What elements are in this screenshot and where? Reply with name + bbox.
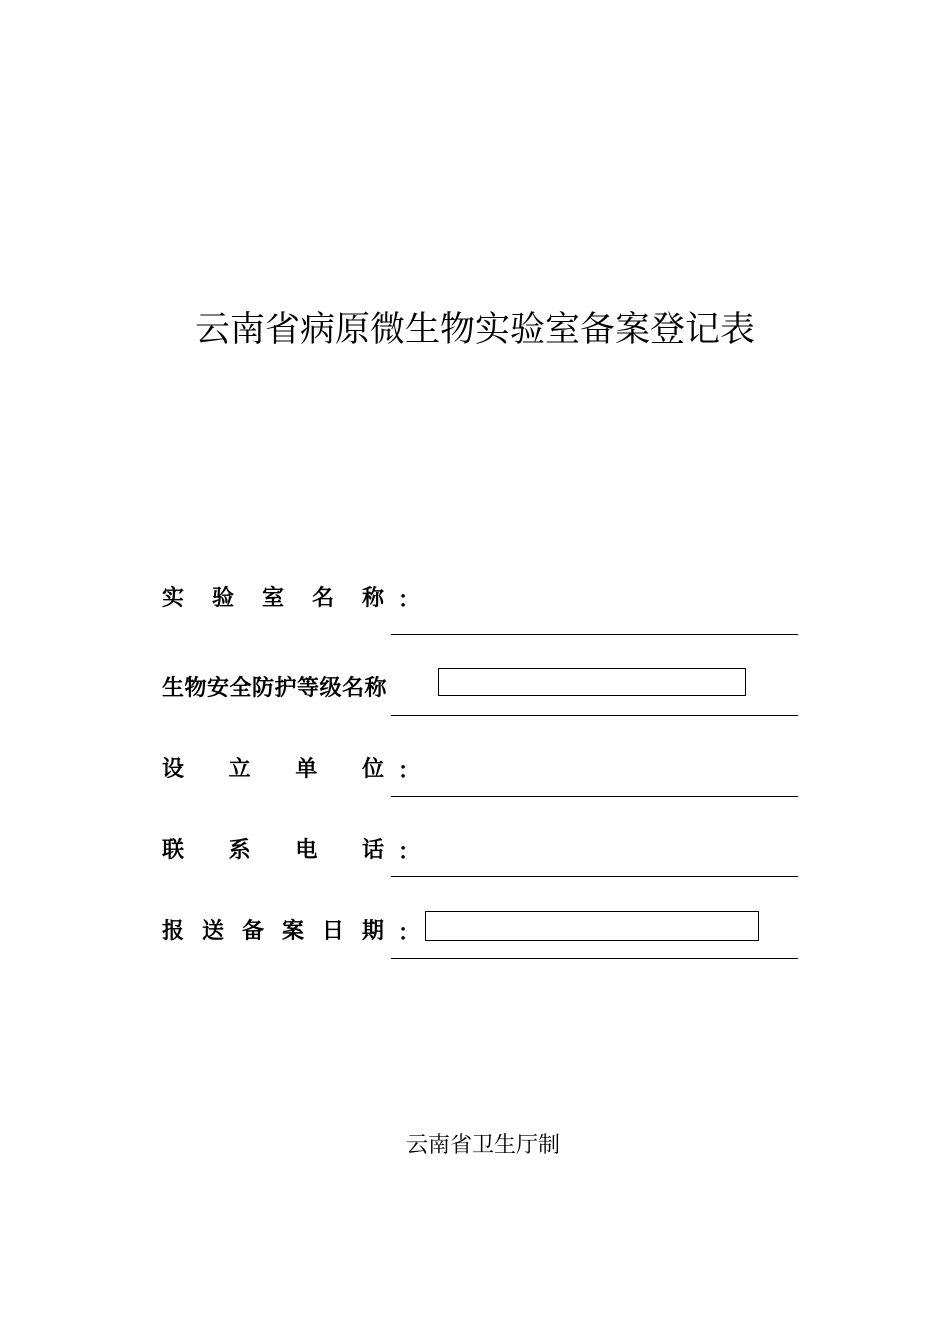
lab-name-colon: ：: [398, 588, 421, 613]
unit-underline: [391, 796, 798, 797]
label-char: 报: [162, 919, 185, 944]
unit-colon: ：: [398, 759, 421, 784]
label-char: 备: [241, 919, 264, 944]
label-char: 联: [162, 838, 185, 863]
page-title: 云南省病原微生物实验室备案登记表: [194, 310, 755, 350]
date-label: [162, 914, 384, 945]
label-char: 验: [211, 586, 234, 611]
date-input[interactable]: [425, 911, 759, 941]
label-char: 室: [261, 586, 284, 611]
lab-name-label: [162, 581, 384, 612]
unit-label: [162, 752, 384, 783]
label-char: 称: [361, 586, 384, 611]
biosafety-level-label: [162, 671, 387, 702]
biosafety-level-label-text: 生物安全防护等级名称: [162, 676, 388, 701]
lab-name-underline: [391, 634, 798, 635]
date-underline: [391, 958, 798, 959]
biosafety-level-input[interactable]: [438, 668, 746, 696]
label-char: 期: [361, 919, 384, 944]
biosafety-level-underline: [391, 715, 798, 716]
phone-colon: ：: [398, 840, 421, 865]
label-char: 话: [361, 838, 384, 863]
phone-underline: [391, 876, 798, 877]
label-char: 单: [295, 757, 318, 782]
label-char: 日: [321, 919, 344, 944]
label-char: 位: [361, 757, 384, 782]
label-char: 名: [311, 586, 334, 611]
issuer-footer: 云南省卫生厅制: [406, 1133, 561, 1158]
date-colon: ：: [398, 921, 421, 946]
phone-label: [162, 833, 384, 864]
label-char: 设: [162, 757, 185, 782]
label-char: 立: [228, 757, 251, 782]
label-char: 实: [162, 586, 185, 611]
label-char: 系: [228, 838, 251, 863]
label-char: 案: [281, 919, 304, 944]
label-char: 电: [295, 838, 318, 863]
label-char: 送: [201, 919, 224, 944]
